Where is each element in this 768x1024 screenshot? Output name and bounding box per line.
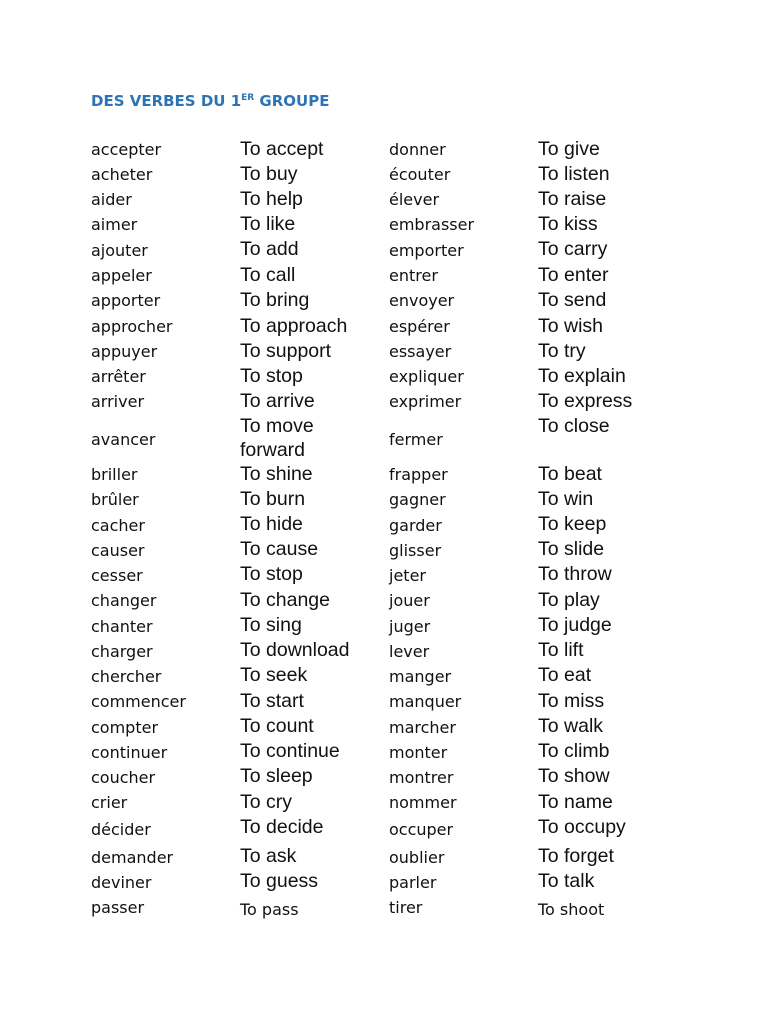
french-verb: cacher	[91, 516, 145, 535]
french-verb: cesser	[91, 566, 143, 585]
french-verb: causer	[91, 541, 145, 560]
french-verb: entrer	[389, 266, 438, 285]
french-verb: jouer	[389, 591, 430, 610]
french-verb: acheter	[91, 165, 153, 184]
english-translation: To show	[538, 765, 610, 787]
french-verb: commencer	[91, 692, 186, 711]
french-verb: appuyer	[91, 342, 158, 361]
french-verb: exprimer	[389, 392, 462, 411]
english-translation: To listen	[538, 163, 610, 185]
french-verb: arrêter	[91, 367, 146, 386]
english-translation: To bring	[240, 289, 310, 311]
english-translation: To occupy	[538, 816, 626, 838]
english-translation: To like	[240, 213, 296, 235]
french-verb: approcher	[91, 317, 173, 336]
english-translation: To express	[538, 390, 633, 412]
french-verb: emporter	[389, 241, 464, 260]
english-translation: To wish	[538, 315, 604, 337]
french-verb: gagner	[389, 490, 446, 509]
french-verb: avancer	[91, 430, 156, 449]
english-translation: To shine	[240, 463, 313, 485]
french-verb: appeler	[91, 266, 152, 285]
english-translation: To keep	[538, 513, 607, 535]
french-verb: monter	[389, 743, 448, 762]
french-verb: compter	[91, 718, 159, 737]
french-verb: envoyer	[389, 291, 455, 310]
french-verb: brûler	[91, 490, 139, 509]
english-translation: To cry	[240, 791, 293, 813]
english-translation: To try	[538, 340, 586, 362]
english-translation: To throw	[538, 563, 612, 585]
french-verb: briller	[91, 465, 138, 484]
french-verb: manquer	[389, 692, 462, 711]
french-verb: arriver	[91, 392, 145, 411]
english-translation: To accept	[240, 138, 324, 160]
english-translation: To win	[538, 488, 594, 510]
french-verb: aimer	[91, 215, 138, 234]
english-translation: To play	[538, 589, 600, 611]
english-translation: To explain	[538, 365, 626, 387]
french-verb: occuper	[389, 820, 454, 839]
english-translation: To sing	[240, 614, 302, 636]
french-verb: charger	[91, 642, 153, 661]
french-verb: aider	[91, 190, 132, 209]
french-verb: embrasser	[389, 215, 475, 234]
french-verb: accepter	[91, 140, 162, 159]
english-translation: To talk	[538, 870, 595, 892]
english-translation: To send	[538, 289, 607, 311]
english-translation: To miss	[538, 690, 605, 712]
french-verb: chanter	[91, 617, 153, 636]
english-translation: To beat	[538, 463, 602, 485]
french-verb: coucher	[91, 768, 156, 787]
english-translation: To carry	[538, 238, 608, 260]
english-translation: To support	[240, 340, 332, 362]
english-translation: To cause	[240, 538, 319, 560]
english-translation: To stop	[240, 365, 303, 387]
french-verb: jeter	[389, 566, 426, 585]
english-translation: To continue	[240, 740, 340, 762]
french-verb: marcher	[389, 718, 456, 737]
french-verb: demander	[91, 848, 174, 867]
english-translation: To walk	[538, 715, 604, 737]
french-verb: continuer	[91, 743, 168, 762]
english-translation: To call	[240, 264, 296, 286]
english-translation: To approach	[240, 315, 348, 337]
english-translation: To slide	[538, 538, 605, 560]
english-translation: To kiss	[538, 213, 598, 235]
english-translation: To give	[538, 138, 600, 160]
english-translation: To help	[240, 188, 303, 210]
english-translation: To shoot	[538, 900, 605, 919]
english-translation: To lift	[538, 639, 584, 661]
french-verb: ajouter	[91, 241, 148, 260]
french-verb: chercher	[91, 667, 162, 686]
french-verb: manger	[389, 667, 452, 686]
english-translation: To climb	[538, 740, 610, 762]
english-translation: To eat	[538, 664, 592, 686]
french-verb: crier	[91, 793, 128, 812]
french-verb: garder	[389, 516, 442, 535]
english-translation: To count	[240, 715, 314, 737]
english-translation: To seek	[240, 664, 308, 686]
english-translation: To buy	[240, 163, 298, 185]
english-translation: To judge	[538, 614, 612, 636]
title-rest: GROUPE	[254, 92, 330, 110]
french-verb: expliquer	[389, 367, 464, 386]
english-translation: To guess	[240, 870, 319, 892]
french-verb: frapper	[389, 465, 448, 484]
english-translation: To raise	[538, 188, 607, 210]
english-translation: To arrive	[240, 390, 315, 412]
english-translation: To download	[240, 639, 350, 661]
french-verb: nommer	[389, 793, 457, 812]
french-verb: tirer	[389, 898, 423, 917]
french-verb: essayer	[389, 342, 452, 361]
french-verb: montrer	[389, 768, 454, 787]
english-translation: To enter	[538, 264, 609, 286]
english-translation: To decide	[240, 816, 324, 838]
french-verb: fermer	[389, 430, 443, 449]
french-verb: glisser	[389, 541, 442, 560]
english-translation: To start	[240, 690, 304, 712]
english-translation: To burn	[240, 488, 306, 510]
english-translation: To forget	[538, 845, 614, 867]
french-verb: changer	[91, 591, 157, 610]
english-translation: To change	[240, 589, 330, 611]
french-verb: donner	[389, 140, 446, 159]
french-verb: décider	[91, 820, 151, 839]
french-verb: écouter	[389, 165, 451, 184]
french-verb: espérer	[389, 317, 450, 336]
french-verb: oublier	[389, 848, 445, 867]
french-verb: apporter	[91, 291, 161, 310]
english-translation: To name	[538, 791, 613, 813]
english-translation: To hide	[240, 513, 303, 535]
english-translation: To close	[538, 415, 610, 437]
english-translation: To stop	[240, 563, 303, 585]
english-translation-continued: forward	[240, 439, 306, 461]
french-verb: élever	[389, 190, 440, 209]
french-verb: lever	[389, 642, 430, 661]
english-translation: To move	[240, 415, 314, 437]
english-translation: To ask	[240, 845, 297, 867]
title-main: DES VERBES DU 1	[91, 92, 242, 110]
french-verb: deviner	[91, 873, 152, 892]
english-translation: To sleep	[240, 765, 313, 787]
title-superscript: ER	[241, 93, 255, 103]
french-verb: passer	[91, 898, 145, 917]
english-translation: To add	[240, 238, 299, 260]
french-verb: juger	[389, 617, 431, 636]
french-verb: parler	[389, 873, 437, 892]
english-translation: To pass	[240, 900, 299, 919]
